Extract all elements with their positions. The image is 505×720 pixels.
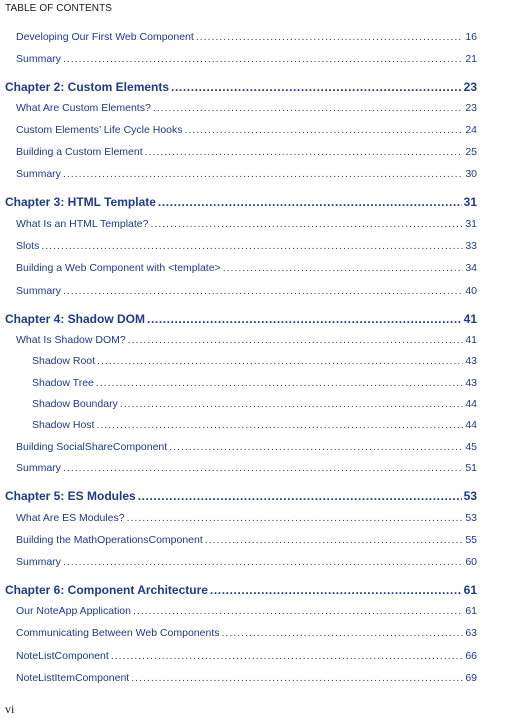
toc-section-entry[interactable] — [0, 334, 505, 346]
toc-entry-page: 23 — [463, 80, 477, 94]
toc-entry-title: Chapter 2: Custom Elements — [5, 80, 170, 94]
toc-entry-page: 44 — [465, 419, 477, 431]
dot-leader — [96, 377, 463, 389]
toc-entry-page: 24 — [465, 124, 477, 136]
dot-leader — [171, 80, 462, 94]
dot-leader — [63, 53, 463, 65]
running-header: TABLE OF CONTENTS — [5, 3, 113, 14]
toc-entry-page: 41 — [465, 334, 477, 346]
toc-entry-page: 25 — [465, 146, 477, 158]
toc-section-entry[interactable] — [0, 240, 505, 252]
dot-leader — [41, 240, 463, 252]
toc-entry-page: 43 — [465, 355, 477, 367]
toc-entry-title: NoteListItemComponent — [16, 672, 130, 684]
dot-leader — [153, 102, 464, 114]
toc-entry-page: 30 — [465, 168, 477, 180]
toc-entry-title: Chapter 6: Component Architecture — [5, 583, 208, 597]
toc-chapter-entry[interactable] — [0, 583, 505, 597]
toc-section-entry[interactable] — [0, 355, 505, 367]
toc-section-entry[interactable] — [0, 262, 505, 274]
toc-entry-page: 61 — [463, 583, 477, 597]
toc-section-entry[interactable] — [0, 556, 505, 568]
dot-leader — [196, 31, 464, 43]
toc-entry-title: Chapter 4: Shadow DOM — [5, 312, 146, 326]
dot-leader — [205, 534, 464, 546]
toc-entry-title: Shadow Host — [32, 419, 95, 431]
dot-leader — [169, 441, 463, 453]
toc-entry-title: Building SocialShareComponent — [16, 441, 168, 453]
toc-entry-page: 16 — [465, 31, 477, 43]
toc-entry-page: 63 — [465, 627, 477, 639]
toc-section-entry[interactable] — [0, 605, 505, 617]
toc-entry-page: 31 — [463, 195, 477, 209]
dot-leader — [96, 419, 463, 431]
toc-entry-page: 40 — [465, 285, 477, 297]
toc-entry-page: 43 — [465, 377, 477, 389]
toc-entry-title: Summary — [16, 462, 61, 474]
dot-leader — [133, 605, 463, 617]
toc-section-entry[interactable] — [0, 627, 505, 639]
toc-entry-page: 34 — [465, 262, 477, 274]
dot-leader — [223, 262, 464, 274]
toc-entry-title: Building a Custom Element — [16, 146, 143, 158]
toc-chapter-entry[interactable] — [0, 80, 505, 94]
dot-leader — [158, 195, 462, 209]
dot-leader — [63, 556, 463, 568]
toc-section-entry[interactable] — [0, 218, 505, 230]
page-number: vi — [5, 702, 15, 716]
dot-leader — [210, 583, 462, 597]
dot-leader — [147, 312, 462, 326]
toc-entry-title: Shadow Tree — [32, 377, 94, 389]
toc-entry-page: 45 — [465, 441, 477, 453]
toc-entry-title: Shadow Root — [32, 355, 96, 367]
dot-leader — [127, 512, 464, 524]
toc-entry-title: Summary — [16, 53, 61, 65]
dot-leader — [111, 650, 464, 662]
toc-entry-title: Building a Web Component with <template> — [16, 262, 221, 274]
toc-entry-page: 60 — [465, 556, 477, 568]
dot-leader — [222, 627, 464, 639]
toc-section-entry[interactable] — [0, 102, 505, 114]
toc-entry-title: Developing Our First Web Component — [16, 31, 194, 43]
dot-leader — [138, 489, 462, 503]
toc-entry-title: Building the MathOperationsComponent — [16, 534, 203, 546]
toc-entry-page: 69 — [465, 672, 477, 684]
dot-leader — [128, 334, 464, 346]
toc-entry-page: 51 — [465, 462, 477, 474]
toc-entry-page: 55 — [465, 534, 477, 546]
toc-entry-page: 33 — [465, 240, 477, 252]
dot-leader — [145, 146, 464, 158]
toc-entry-page: 41 — [463, 312, 477, 326]
toc-entry-title: Chapter 5: ES Modules — [5, 489, 136, 503]
dot-leader — [63, 285, 463, 297]
toc-entry-title: What Are Custom Elements? — [16, 102, 151, 114]
toc-section-entry[interactable] — [0, 168, 505, 180]
toc-entry-title: Shadow Boundary — [32, 398, 118, 410]
toc-entry-title: Communicating Between Web Components — [16, 627, 220, 639]
toc-entry-title: Our NoteApp Application — [16, 605, 131, 617]
toc-chapter-entry[interactable] — [0, 195, 505, 209]
toc-entry-title: Summary — [16, 285, 61, 297]
dot-leader — [63, 168, 463, 180]
toc-entry-title: Custom Elements’ Life Cycle Hooks — [16, 124, 183, 136]
toc-section-entry[interactable] — [0, 146, 505, 158]
dot-leader — [63, 462, 463, 474]
toc-section-entry[interactable] — [0, 377, 505, 389]
toc-entry-page: 53 — [463, 489, 477, 503]
toc-section-entry[interactable] — [0, 31, 505, 43]
toc-entry-page: 53 — [465, 512, 477, 524]
dot-leader — [131, 672, 463, 684]
dot-leader — [185, 124, 464, 136]
toc-section-entry[interactable] — [0, 285, 505, 297]
dot-leader — [97, 355, 463, 367]
toc-entry-page: 23 — [465, 102, 477, 114]
toc-entry-title: Slots — [16, 240, 40, 252]
toc-chapter-entry[interactable] — [0, 312, 505, 326]
toc-entry-page: 44 — [465, 398, 477, 410]
toc-section-entry[interactable] — [0, 441, 505, 453]
toc-entry-title: What Is an HTML Template? — [16, 218, 149, 230]
toc-section-entry[interactable] — [0, 53, 505, 65]
toc-section-entry[interactable] — [0, 512, 505, 524]
toc-entry-title: What Is Shadow DOM? — [16, 334, 126, 346]
toc-entry-title: NoteListComponent — [16, 650, 109, 662]
toc-section-entry[interactable] — [0, 419, 505, 431]
toc-entry-title: What Are ES Modules? — [16, 512, 125, 524]
toc-entry-page: 61 — [465, 605, 477, 617]
toc-chapter-entry[interactable] — [0, 489, 505, 503]
dot-leader — [120, 398, 464, 410]
toc-entry-page: 66 — [465, 650, 477, 662]
dot-leader — [150, 218, 463, 230]
toc-section-entry[interactable] — [0, 672, 505, 684]
toc-section-entry[interactable] — [0, 534, 505, 546]
toc-entry-title: Summary — [16, 168, 61, 180]
toc-section-entry[interactable] — [0, 398, 505, 410]
toc-entry-title: Chapter 3: HTML Template — [5, 195, 156, 209]
toc-section-entry[interactable] — [0, 650, 505, 662]
toc-section-entry[interactable] — [0, 124, 505, 136]
toc-entry-page: 21 — [465, 53, 477, 65]
toc-entry-page: 31 — [465, 218, 477, 230]
toc-section-entry[interactable] — [0, 462, 505, 474]
toc-entry-title: Summary — [16, 556, 61, 568]
